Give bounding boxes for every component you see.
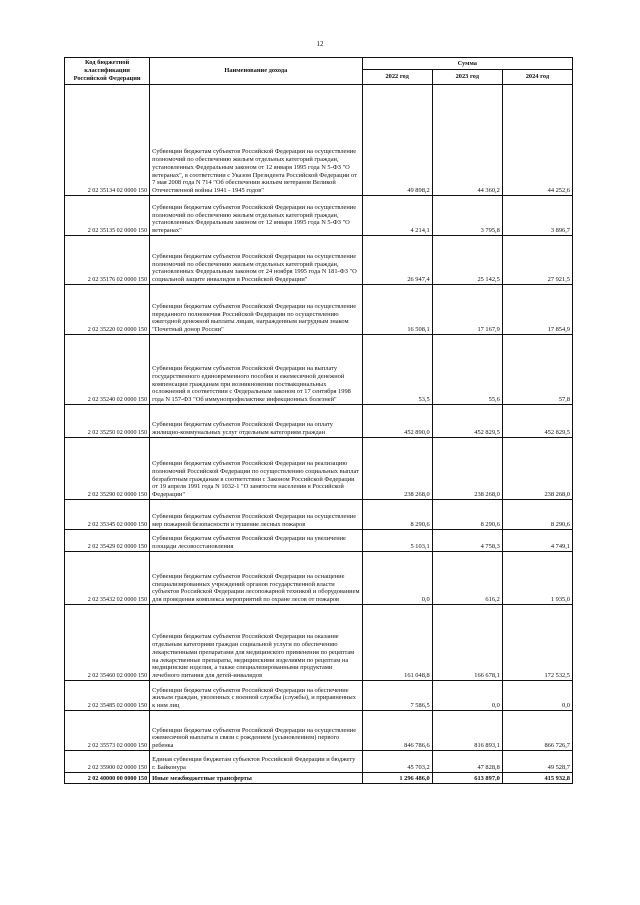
header-sum: Сумма: [362, 58, 572, 70]
header-year-2022: 2022 год: [362, 70, 432, 85]
row-code: 2 02 35290 02 0000 150: [65, 438, 150, 500]
row-value-2024: 415 932,8: [502, 773, 572, 784]
row-code: 2 02 35134 02 0000 150: [65, 85, 150, 196]
row-value-2023: 816 893,1: [432, 711, 502, 751]
row-name: Единая субвенция бюджетам субъектов Российской Федерации и бюджету г. Байконура: [150, 751, 362, 773]
header-code: Код бюджетной классификации Российской Федерации: [65, 58, 150, 85]
row-code: 2 02 35220 02 0000 150: [65, 285, 150, 335]
row-value-2022: 45 703,2: [362, 751, 432, 773]
row-value-2024: 0,0: [502, 681, 572, 711]
header-year-2024: 2024 год: [502, 70, 572, 85]
table-total-row: [65, 773, 573, 784]
row-value-2022: 7 586,5: [362, 681, 432, 711]
row-name: Субвенции бюджетам субъектов Российской Федерации на осуществление ежемесячной выплаты в связи с рождением (усыновлением) первого ребенка: [150, 711, 362, 751]
row-value-2022: 8 290,6: [362, 500, 432, 530]
table-row: [65, 681, 573, 711]
row-code: 2 02 35900 02 0000 150: [65, 751, 150, 773]
row-name: Субвенции бюджетам субъектов Российской Федерации на обеспечение жильем граждан, уволенных с военной службы (службы), и приравненных к ним лиц: [150, 681, 362, 711]
row-value-2023: 452 829,5: [432, 405, 502, 438]
table-row: [65, 335, 573, 405]
row-value-2022: 846 786,6: [362, 711, 432, 751]
table-row: [65, 85, 573, 196]
row-code: 2 02 35250 02 0000 150: [65, 405, 150, 438]
row-value-2022: 1 296 486,0: [362, 773, 432, 784]
row-value-2024: 1 935,0: [502, 552, 572, 605]
header-name: Наименование дохода: [150, 58, 362, 85]
row-code: 2 02 35240 02 0000 150: [65, 335, 150, 405]
row-value-2022: 4 214,1: [362, 196, 432, 236]
row-value-2022: 452 890,0: [362, 405, 432, 438]
row-name: Субвенции бюджетам субъектов Российской Федерации на осуществление полномочий по обеспечению жильем отдельных категорий граждан, установленных Федеральным законом от 12 января 1995 года N 5-ФЗ "О ветеранах", в соответствии с Указом Президента Российской Федерации от 7 мая 2008 года N 714 "Об обеспечении жильем ветеранов Великой Отечественной войны 1941 - 1945 годов": [150, 85, 362, 196]
table-row: [65, 552, 573, 605]
row-value-2023: 166 678,1: [432, 605, 502, 681]
row-code: 2 02 35573 02 0000 150: [65, 711, 150, 751]
row-value-2024: 57,8: [502, 335, 572, 405]
row-value-2023: 8 290,6: [432, 500, 502, 530]
row-value-2024: 27 921,5: [502, 236, 572, 285]
row-value-2024: 17 854,9: [502, 285, 572, 335]
row-value-2023: 0,0: [432, 681, 502, 711]
row-name: Субвенции бюджетам субъектов Российской Федерации на осуществление полномочий по обеспечению жильем отдельных категорий граждан, установленных Федеральным законом от 12 января 1995 года N 5-ФЗ "О ветеранах": [150, 196, 362, 236]
table-row: [65, 751, 573, 773]
row-name: Субвенции бюджетам субъектов Российской Федерации на оплату жилищно-коммунальных услуг отдельным категориям граждан: [150, 405, 362, 438]
header-year-2023: 2023 год: [432, 70, 502, 85]
row-value-2022: 53,5: [362, 335, 432, 405]
row-value-2024: 44 252,6: [502, 85, 572, 196]
row-name: Субвенции бюджетам субъектов Российской Федерации на осуществление мер пожарной безопасности и тушение лесных пожаров: [150, 500, 362, 530]
row-value-2023: 25 142,5: [432, 236, 502, 285]
row-code: 2 02 35176 02 0000 150: [65, 236, 150, 285]
row-value-2022: 26 947,4: [362, 236, 432, 285]
row-code: 2 02 40000 00 0000 150: [65, 773, 150, 784]
row-code: 2 02 35345 02 0000 150: [65, 500, 150, 530]
row-value-2022: 0,0: [362, 552, 432, 605]
row-value-2023: 3 795,8: [432, 196, 502, 236]
table-row: [65, 500, 573, 530]
page-number: 12: [316, 40, 324, 48]
row-value-2024: 49 528,7: [502, 751, 572, 773]
table-body: [65, 85, 573, 784]
row-value-2023: 55,6: [432, 335, 502, 405]
row-name: Субвенции бюджетам субъектов Российской Федерации на увеличение площади лесовосстановления: [150, 530, 362, 552]
row-name: Субвенции бюджетам субъектов Российской Федерации на реализацию полномочий Российской Федерации по осуществлению социальных выплат безработным гражданам в соответствии с Законом Российской Федерации от 19 апреля 1991 года N 1032-1 "О занятости населения в Российской Федерации": [150, 438, 362, 500]
row-name: Субвенции бюджетам субъектов Российской Федерации на выплату государственного единовременного пособия и ежемесячной денежной компенсации гражданам при возникновении поствакцинальных осложнений в соответствии с Федеральным законом от 17 сентября 1998 года N 157-ФЗ "Об иммунопрофилактике инфекционных болезней": [150, 335, 362, 405]
row-value-2023: 17 167,9: [432, 285, 502, 335]
row-value-2023: 44 360,2: [432, 85, 502, 196]
row-name: Субвенции бюджетам субъектов Российской Федерации на осуществление переданного полномочия Российской Федерации по осуществлению ежегодной денежной выплаты лицам, награжденным нагрудным знаком "Почетный донор России": [150, 285, 362, 335]
row-code: 2 02 35432 02 0000 150: [65, 552, 150, 605]
table-row: [65, 711, 573, 751]
row-value-2024: 452 829,5: [502, 405, 572, 438]
table-row: [65, 438, 573, 500]
row-value-2022: 49 898,2: [362, 85, 432, 196]
table-row: [65, 236, 573, 285]
row-code: 2 02 35135 02 0000 150: [65, 196, 150, 236]
row-code: 2 02 35485 02 0000 150: [65, 681, 150, 711]
row-value-2024: 4 749,1: [502, 530, 572, 552]
row-value-2022: 16 508,1: [362, 285, 432, 335]
row-value-2023: 613 897,0: [432, 773, 502, 784]
table-row: [65, 405, 573, 438]
row-value-2023: 4 758,3: [432, 530, 502, 552]
row-code: 2 02 35429 02 0000 150: [65, 530, 150, 552]
row-value-2024: 866 726,7: [502, 711, 572, 751]
row-name: Иные межбюджетные трансферты: [150, 773, 362, 784]
row-name: Субвенции бюджетам субъектов Российской Федерации на осуществление полномочий по обеспечению жильем отдельных категорий граждан, установленных Федеральным законом от 24 ноября 1995 года N 181-ФЗ "О социальной защите инвалидов в Российской Федерации": [150, 236, 362, 285]
row-value-2024: 172 532,5: [502, 605, 572, 681]
row-name: Субвенции бюджетам субъектов Российской Федерации на оснащение специализированных учреждений органов государственной власти субъектов Российской Федерации лесопожарной техникой и оборудованием для проведения комплекса мероприятий по охране лесов от пожаров: [150, 552, 362, 605]
table-row: [65, 285, 573, 335]
row-value-2024: 8 290,6: [502, 500, 572, 530]
row-value-2022: 161 048,8: [362, 605, 432, 681]
row-name: Субвенции бюджетам субъектов Российской Федерации на оказание отдельным категориям граждан социальной услуги по обеспечению лекарственными препаратами для медицинского применения по рецептам на лекарственные препараты, медицинскими изделиями по рецептам на медицинские изделия, а также специализированными продуктами лечебного питания для детей-инвалидов: [150, 605, 362, 681]
table-row: [65, 605, 573, 681]
revenue-table: [64, 57, 573, 784]
table-row: [65, 530, 573, 552]
row-value-2023: 616,2: [432, 552, 502, 605]
row-value-2022: 238 268,0: [362, 438, 432, 500]
row-value-2022: 5 103,1: [362, 530, 432, 552]
row-value-2024: 3 896,7: [502, 196, 572, 236]
row-code: 2 02 35460 02 0000 150: [65, 605, 150, 681]
row-value-2024: 238 268,0: [502, 438, 572, 500]
row-value-2023: 47 828,8: [432, 751, 502, 773]
row-value-2023: 238 268,0: [432, 438, 502, 500]
table-row: [65, 196, 573, 236]
